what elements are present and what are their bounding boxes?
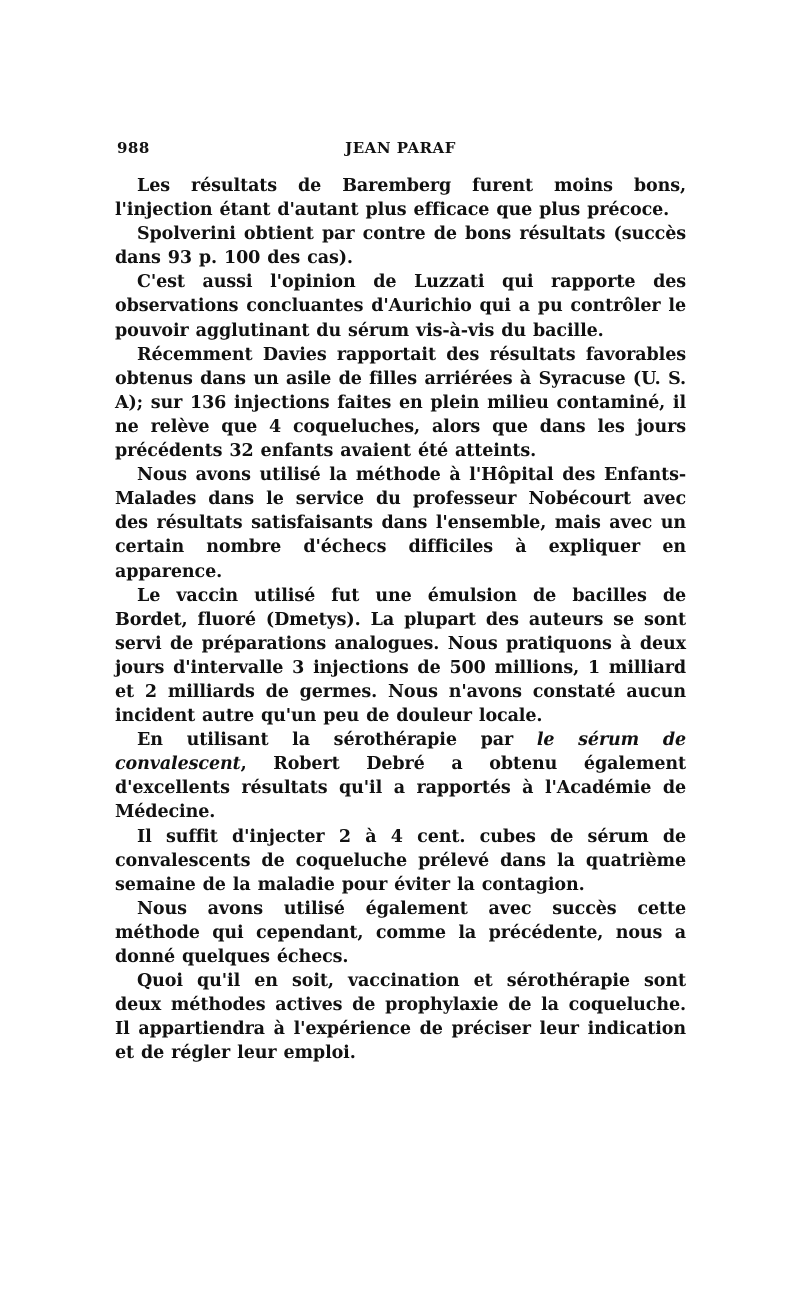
page-number: 988 [117, 139, 150, 157]
paragraph-baremberg: Les résultats de Baremberg furent moins bons, l'injection étant d'autant plus efficace que plus précoce. [115, 176, 686, 221]
serum-emphasis: le sérum de convalescent [115, 730, 687, 775]
serum-text-before: En utilisant la sérothérapie par [137, 730, 537, 751]
paragraph-injection-dose: Il suffit d'injecter 2 à 4 cent. cubes de sérum de convalescents de coqueluche prélevé dans la quatrième semaine de la maladie pour éviter la contagion. [115, 826, 686, 895]
running-head [115, 134, 686, 164]
paragraph-serotherapie [115, 728, 686, 824]
body-text [115, 174, 686, 1065]
paragraph-davies: Récemment Davies rapportait des résultats favorables obtenus dans un asile de filles arriérées à Syracuse (U. S. A); sur 136 injections faites en plein milieu contaminé, il ne relève que 4 coqueluches, alors que dans les jours précédents 32 enfants avaient été atteints. [115, 344, 686, 462]
running-title: JEAN PARAF [345, 139, 456, 157]
paragraph-enfants-malades: Nous avons utilisé la méthode à l'Hôpital des Enfants-Malades dans le service du professeur Nobécourt avec des résultats satisfaisants dans l'ensemble, mais avec un certain nombre d'échecs difficiles à expliquer en apparence. [115, 465, 686, 582]
paragraph-succes: Nous avons utilisé également avec succès cette méthode qui cependant, comme la précédente, nous a donné quelques échecs. [115, 898, 686, 967]
paragraph-vaccin: Le vaccin utilisé fut une émulsion de bacilles de Bordet, fluoré (Dmetys). La plupart des auteurs se sont servi de préparations analogues. Nous pratiquons à deux jours d'intervalle 3 injections de 500 millions, 1 milliard et 2 milliards de germes. Nous n'avons constaté aucun incident autre qu'un peu de douleur locale. [115, 585, 686, 727]
serum-text-after: , Robert Debré a obtenu également d'excellents résultats qu'il a rapportés à l'Académie de Médecine. [115, 754, 686, 823]
paragraph-conclusion: Quoi qu'il en soit, vaccination et sérothérapie sont deux méthodes actives de prophylaxie de la coqueluche. Il appartiendra à l'expérience de préciser leur indication et de régler leur emploi. [115, 971, 686, 1064]
book-page [115, 134, 686, 1065]
paragraph-luzzati: C'est aussi l'opinion de Luzzati qui rapporte des observations concluantes d'Aurichio qui a pu contrôler le pouvoir agglutinant du sérum vis-à-vis du bacille. [115, 272, 686, 341]
paragraph-spolverini: Spolverini obtient par contre de bons résultats (succès dans 93 p. 100 des cas). [115, 224, 686, 269]
